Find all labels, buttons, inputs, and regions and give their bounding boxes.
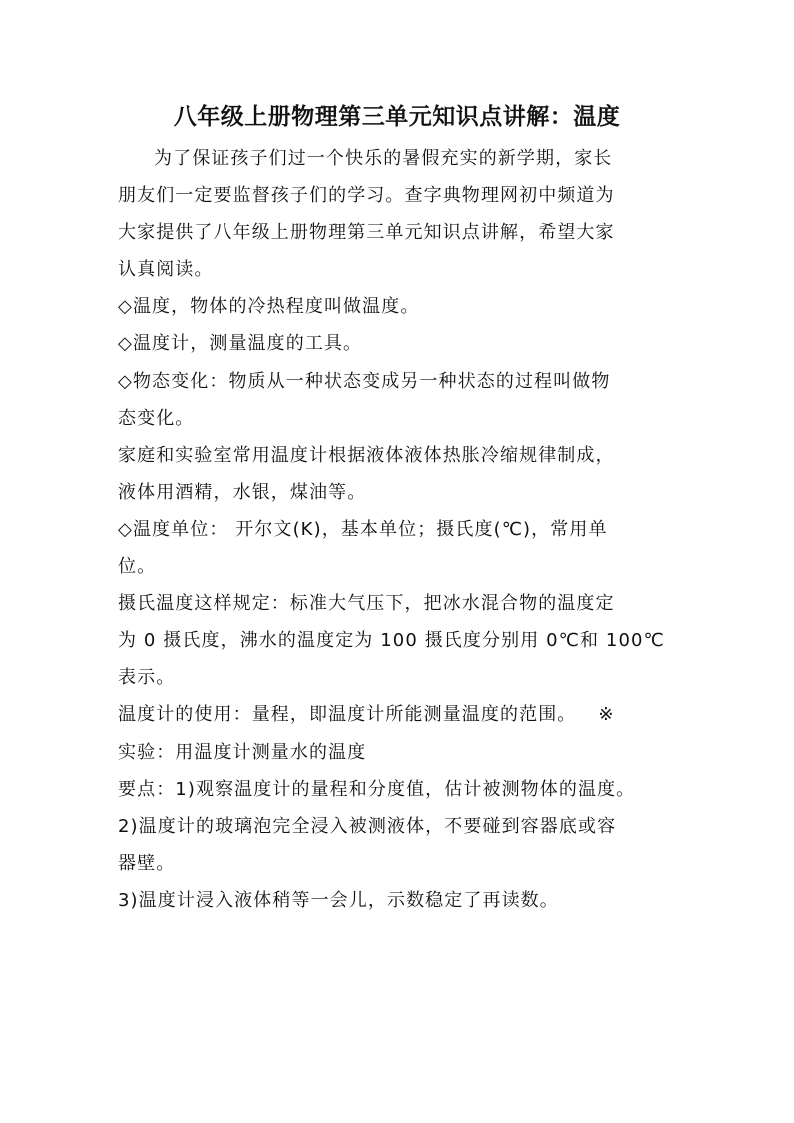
body-line: 摄氏温度这样规定：标准大气压下，把冰水混合物的温度定 [118, 593, 615, 615]
usage-text: 温度计的使用：量程，即温度计所能测量温度的范围。 [118, 704, 577, 726]
bullet-line: ◇温度单位： 开尔文(K)，基本单位；摄氏度(℃)，常用单 [118, 518, 608, 540]
body-line: 要点：1)观察温度计的量程和分度值，估计被测物体的温度。 [118, 778, 636, 800]
document-body [118, 140, 706, 919]
document-title: 八年级上册物理第三单元知识点讲解：温度 [173, 103, 621, 130]
body-line: 为了保证孩子们过一个快乐的暑假充实的新学期，家长 [154, 148, 613, 169]
body-line: 2)温度计的玻璃泡完全浸入被测液体，不要碰到容器底或容 [118, 815, 617, 837]
body-line: 3)温度计浸入液体稍等一会儿，示数稳定了再读数。 [118, 889, 559, 911]
body-line: 大家提供了八年级上册物理第三单元知识点讲解，希望大家 [118, 222, 615, 244]
bullet-line: ◇物态变化：物质从一种状态变成另一种状态的过程叫做物 [118, 370, 611, 392]
body-line: 器壁。 [118, 852, 176, 874]
body-line: 态变化。 [118, 407, 195, 429]
bullet-line: ◇温度计，测量温度的工具。 [118, 333, 363, 355]
body-line: 液体用酒精，水银，煤油等。 [118, 481, 367, 503]
body-line [118, 696, 706, 733]
body-line: 为 0 摄氏度，沸水的温度定为 100 摄氏度分别用 0℃和 100℃ [118, 630, 665, 652]
body-line: 认真阅读。 [118, 259, 214, 281]
reference-mark: ※ [598, 704, 615, 726]
body-line: 朋友们一定要监督孩子们的学习。查字典物理网初中频道为 [118, 185, 615, 207]
bullet-line: ◇温度，物体的冷热程度叫做温度。 [118, 296, 420, 318]
body-line: 位。 [118, 556, 157, 578]
body-line: 家庭和实验室常用温度计根据液体液体热胀冷缩规律制成， [118, 444, 615, 466]
body-line: 实验：用温度计测量水的温度 [118, 741, 367, 763]
body-line: 表示。 [118, 667, 176, 689]
